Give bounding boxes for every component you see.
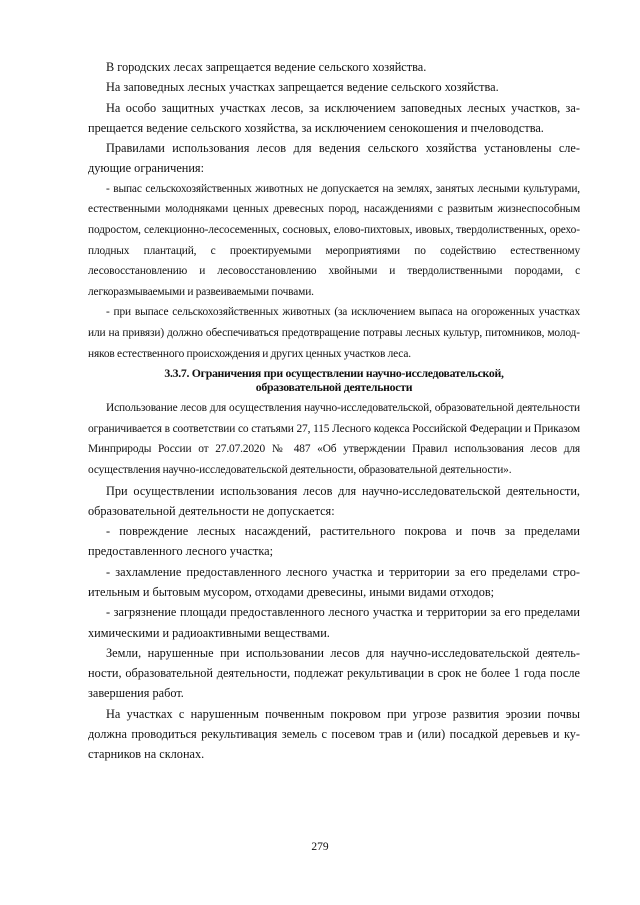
paragraph-research-prohibitions: При осуществлении использования лесов для научно-исследовательской деятельности, образовательной деятельности не допускается:	[88, 483, 580, 518]
paragraph-recultivation-term: Земли, нарушенные при использовании лесов для научно-исследовательской деятельности, образовательной деятельности, подлежат рекультивации в срок не более 1 года после завершения работ.	[88, 645, 580, 701]
document-page	[88, 57, 580, 765]
paragraph-grazing-protection: - при выпасе сельскохозяйственных животных (за исключением выпаса на огороженных участках или на привязи) должно обеспечиваться предотвращение потравы лесных культур, питомников, молодняков естественного происхождения и других ценных участков леса.	[88, 306, 580, 360]
paragraph-grazing-restrictions: - выпас сельскохозяйственных животных не допускается на землях, занятых лесными культурами, естественными молодняками ценных древесных пород, насаждениями с развитым жизнеспособным подростом, селекционно-лесосеменных, сосновых, елово-пихтовых, ивовых, твердолиственных, орехоплодных плантаций, с проектируемыми мероприятиями по содействию естественному лесовосстановлению и лесовосстановлению хвойными и твердолиственными породами, с легкоразмываемыми и развеиваемыми почвами.	[88, 182, 580, 298]
section-heading-line-2: образовательной деятельности	[255, 380, 413, 395]
paragraph-reserve-plots: На заповедных лесных участках запрещается ведение сельского хозяйства.	[106, 80, 499, 95]
page-number: 279	[311, 841, 329, 853]
paragraph-erosion-recultivation: На участках с нарушенным почвенным покровом при угрозе развития эрозии почвы должна проводиться рекультивация земель с посевом трав и (или) посадкой деревьев и кустарников на склонах.	[88, 706, 580, 762]
paragraph-littering: - захламление предоставленного лесного участка и территории за его пределами строительным и бытовым мусором, отходами древесины, иными видами отходов;	[88, 564, 580, 599]
paragraph-pollution: - загрязнение площади предоставленного лесного участка и территории за его пределами химическими и радиоактивными веществами.	[88, 605, 580, 640]
paragraph-damage: - повреждение лесных насаждений, растительного покрова и почв за пределами предоставленного лесного участка;	[88, 524, 580, 559]
paragraph-urban-forests: В городских лесах запрещается ведение сельского хозяйства.	[106, 60, 427, 74]
paragraph-research-legal-basis: Использование лесов для осуществления научно-исследовательской, образовательной деятельности ограничивается в соответствии со статьями 27, 115 Лесного кодекса Российской Федерации и Приказом Минприроды России от 27.07.2020 № 487 «Об утверждении Правил использования лесов для осуществления научно-исследовательской деятельности, образовательной деятельности».	[88, 402, 580, 476]
section-heading-line-1: 3.3.7. Ограничения при осуществлении научно-исследовательской,	[164, 366, 504, 381]
section-heading	[88, 364, 580, 398]
paragraph-protected-plots: На особо защитных участках лесов, за исключением заповедных лесных участков, запрещается ведение сельского хозяйства, за исключением сенокошения и пчеловодства.	[88, 100, 580, 135]
paragraph-agriculture-rules: Правилами использования лесов для ведения сельского хозяйства установлены следующие ограничения:	[88, 141, 580, 176]
